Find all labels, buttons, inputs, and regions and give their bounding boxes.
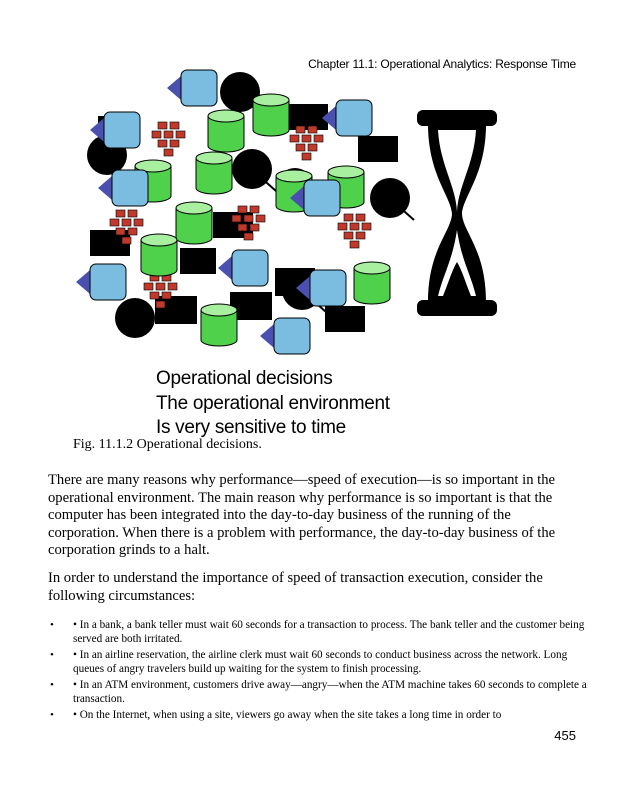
- caption-line: The operational environment: [156, 392, 390, 414]
- running-header: Chapter 11.1: Operational Analytics: Response Time: [308, 57, 576, 71]
- caption-line: Is very sensitive to time: [156, 417, 346, 438]
- caption-line: Operational decisions: [156, 368, 333, 389]
- bullet-icon: •: [50, 708, 54, 721]
- list-item-text: • In an airline reservation, the airline clerk must wait 60 seconds to conduct business across the network. Long queues of angry travelers build up waiting for the system to finish processing.: [73, 648, 568, 676]
- figure-caption-text: [156, 367, 390, 441]
- list-item: [48, 618, 588, 646]
- circumstances-list: [48, 618, 588, 723]
- list-item: [48, 708, 588, 722]
- bullet-icon: •: [50, 678, 54, 691]
- body-paragraph: In order to understand the importance of speed of transaction execution, consider the following circumstances:: [48, 570, 543, 604]
- page-number: 455: [554, 728, 576, 743]
- list-item-text: • On the Internet, when using a site, viewers go away when the site takes a long time in order to: [73, 708, 502, 721]
- body-paragraph: There are many reasons why performance—speed of execution—is so important in the operational environment. The main reason why performance is so important is that the computer has been integrated into the day-to-day business of the running of the corporation. When there is a problem with performance, the day-to-day business of the corporation grinds to a halt.: [48, 472, 556, 559]
- list-item-text: • In a bank, a bank teller must wait 60 seconds for a transaction to process. The bank teller and the customer being served are both irritated.: [73, 619, 585, 646]
- figure-label: Fig. 11.1.2 Operational decisions.: [73, 437, 262, 452]
- list-item: [48, 648, 588, 676]
- list-item: [48, 678, 588, 706]
- list-item-text: • In an ATM environment, customers drive away—angry—when the ATM machine takes 60 seconds to complete a transaction.: [73, 678, 587, 706]
- hourglass-icon: [417, 110, 497, 316]
- bullet-icon: •: [50, 619, 54, 631]
- bullet-icon: •: [50, 648, 54, 661]
